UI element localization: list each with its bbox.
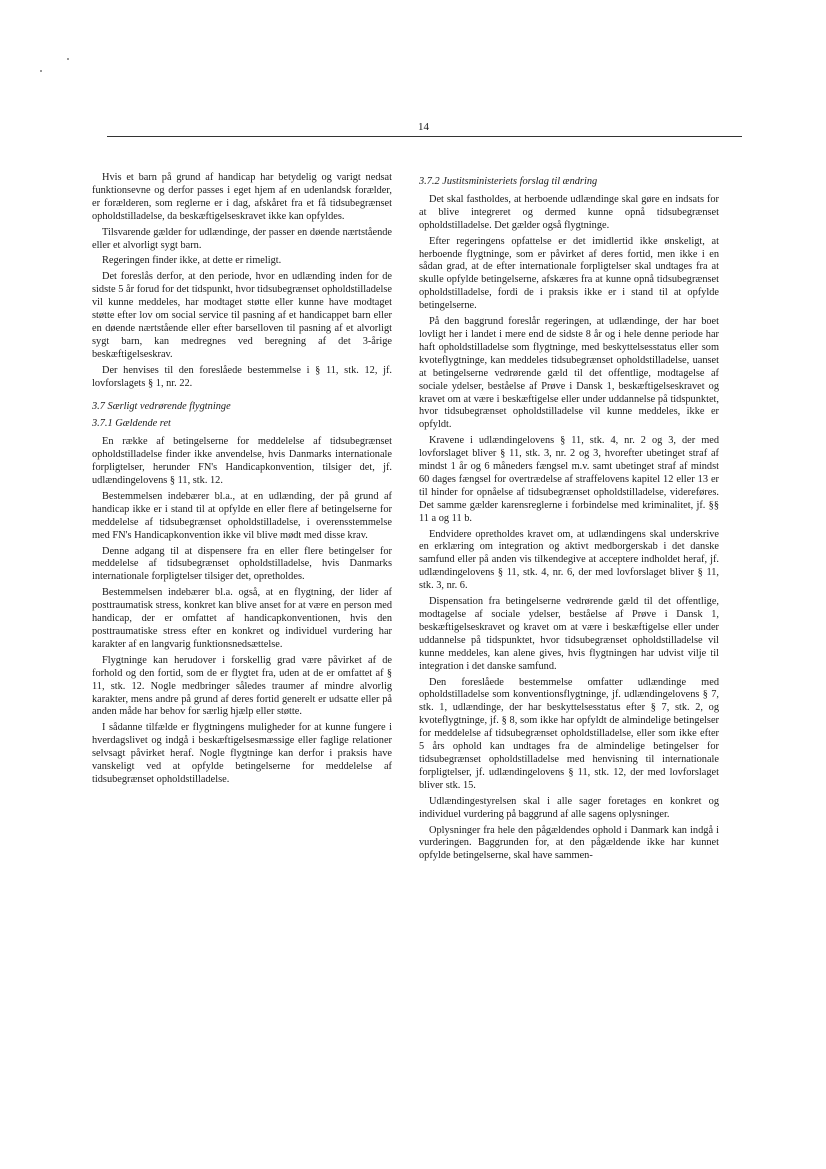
header-rule	[107, 136, 742, 137]
body-paragraph: Flygtninge kan herudover i forskellig grad være påvirket af de forhold og den fortid, som de er flygtet fra, uden at de er omfattet af § 11, stk. 12. Nogle medbringer således traumer af mindre alvorlig karakter, mens andre på grund af deres fortid generelt er udsatte eller på anden måde har behov for særlig hjælp eller støtte.	[92, 654, 392, 718]
right-column	[419, 176, 719, 866]
body-paragraph: Efter regeringens opfattelse er det imidlertid ikke ønskeligt, at herboende flygtninge, som er påvirket af deres fortid, men ikke i en sådan grad, at de efter internationale forpligtelser skal undtages fra at skulle opfylde betingelserne, afskæres fra at kunne opnå tidsubegrænset opholdstilladelse, fordi de i praksis ikke er i stand til at opfylde betingelserne.	[419, 235, 719, 312]
left-column	[92, 172, 392, 790]
body-paragraph: Denne adgang til at dispensere fra en eller flere betingelser for meddelelse af tidsubegrænset opholdstilladelse, hvis Danmarks internationale forpligtelser tilsiger det, opretholdes.	[92, 545, 392, 583]
body-paragraph: Kravene i udlændingelovens § 11, stk. 4, nr. 2 og 3, der med lovforslaget bliver § 11, stk. 3, nr. 2 og 3, hvorefter ubetinget straf af mindst 1 år og 6 måneders fængsel m.v. samt ubetinget straf af mindst 60 dages fængsel for overtrædelse af straffelovens kapitel 12 eller 13 er til hinder for opnåelse af tidsubegrænset opholdstilladelse, videreføres. Det samme gælder karensreglerne i forbindelse med kriminalitet, jf. §§ 11 a og 11 b.	[419, 435, 719, 524]
body-paragraph: Oplysninger fra hele den pågældendes ophold i Danmark kan indgå i vurderingen. Baggrunden for, at den pågældende ikke har kunnet opfylde betingelserne, skal have sammen-	[419, 824, 719, 862]
body-paragraph: I sådanne tilfælde er flygtningens muligheder for at kunne fungere i hverdagslivet og indgå i beskæftigelsesmæssige eller faglige relationer selvsagt påvirket heraf. Nogle flygtninge kan derfor i praksis have vanskeligt ved at opfylde betingelserne for meddelelse af tidsubegrænset opholdstilladelse.	[92, 722, 392, 785]
body-paragraph: Der henvises til den foreslåede bestemmelse i § 11, stk. 12, jf. lovforslagets § 1, nr. 22.	[92, 364, 392, 389]
scan-speck	[67, 58, 69, 60]
body-paragraph: Tilsvarende gælder for udlændinge, der passer en døende nærtstående eller et alvorligt sygt barn.	[92, 226, 392, 251]
section-heading: 3.7.1 Gældende ret	[92, 418, 171, 430]
body-paragraph: Bestemmelsen indebærer bl.a. også, at en flygtning, der lider af posttraumatisk stress, konkret kan blive anset for at være en person med handicap, der er omfattet af handicapkonventionen, hvis den posttraumatiske stress efter en konkret og individuel vurdering har karakter af en langvarig funktionsnedsættelse.	[92, 587, 392, 650]
body-paragraph: Endvidere opretholdes kravet om, at udlændingens skal underskrive en erklæring om integration og aktivt medborgerskab i det danske samfund eller på anden vis tilkendegive at acceptere indholdet heraf, jf. udlændingelovens § 11, stk. 4, nr. 6, der med lovforslaget bliver § 11, stk. 3, nr. 6.	[419, 528, 719, 592]
body-paragraph: Det skal fastholdes, at herboende udlændinge skal gøre en indsats for at blive integreret og dermed kunne opnå tidsubegrænset opholdstilladelse. Det gælder også flygtninge.	[419, 193, 719, 231]
section-heading: 3.7 Særligt vedrørende flygtninge	[92, 400, 231, 412]
body-paragraph: Dispensation fra betingelserne vedrørende gæld til det offentlige, modtagelse af sociale ydelser, beståelse af Prøve i Dansk 1, beskæftigelseskravet og kravet om at være i beskæftigelse eller under uddannelse på tidspunktet, hvor tidsubegrænset opholdstilladelse vil kunne meddeles, kan alene gives, hvis flygtningen har udvist vilje til integration i det danske samfund.	[419, 596, 719, 672]
body-paragraph: Regeringen finder ikke, at dette er rimeligt.	[102, 255, 282, 267]
body-paragraph: En række af betingelserne for meddelelse af tidsubegrænset opholdstilladelse finder ikke anvendelse, hvis Danmarks internationale forpligtelser, herunder FN's Handicapkonvention, tilsiger det, jf. udlændingelovens § 11, stk. 12.	[92, 436, 392, 487]
body-paragraph: Hvis et barn på grund af handicap har betydelig og varigt nedsat funktionsevne og derfor passes i eget hjem af en udenlandsk forælder, er forælderen, som reglerne er i dag, afskåret fra et få tidsubegrænset opholdstilladelse, da beskæftigelseskravet ikke kan opfyldes.	[92, 172, 392, 222]
body-paragraph: Udlændingestyrelsen skal i alle sager foretages en konkret og individuel vurdering på baggrund af alle sagens oplysninger.	[419, 795, 719, 820]
scan-speck	[40, 70, 42, 72]
body-paragraph: På den baggrund foreslår regeringen, at udlændinge, der har boet lovligt her i landet i mere end de sidste 8 år og i hele denne periode har haft opholdstilladelse som flygtninge, med beskyttelsesstatus eller som kvoteflygtninge, kan meddeles tidsubegrænset opholdstilladelse, uanset at betingelserne vedrørende gæld til det offentlige, modtagelse af sociale ydelser, beståelse af Prøve i Dansk 1, beskæftigelseskravet og kravet om at være i beskæftigelse eller under uddannelse på tidspunktet, hvor tidsubegrænset opholdstilladelse vil kunne meddeles, ikke er opfyldt.	[419, 316, 719, 431]
section-heading: 3.7.2 Justitsministeriets forslag til ændring	[419, 176, 598, 187]
page-number: 14	[418, 121, 429, 133]
body-paragraph: Den foreslåede bestemmelse omfatter udlændinge med opholdstilladelse som konventionsflygtninge, jf. udlændingelovens § 7, stk. 1, udlændinge, der har beskyttelsesstatus efter § 7, stk. 2, og kvoteflygtninge, jf. § 8, som ikke har opfyldt de almindelige betingelser for meddelelse af tidsubegrænset opholdstilladelse, eller som ikke efter 5 års ophold kan undtages fra de almindelige betingelser for tidsubegrænset opholdstilladelse med henvisning til internationale forpligtelser, jf. udlændingelovens § 11, stk. 12, der med lovforslaget bliver stk. 15.	[419, 676, 719, 791]
body-paragraph: Det foreslås derfor, at den periode, hvor en udlænding inden for de sidste 5 år forud for det tidspunkt, hvor tidsubegrænset opholdstilladelse vil kunne meddeles, har modtaget støtte eller kunne have modtaget støtte efter lov om social service til pasning af et handicappet barn eller en døende nærtstående eller efter barselloven til pasning af et alvorligt sygt barn, kan medregnes ved beregning af det 3-årige beskæftigelseskrav.	[92, 271, 392, 360]
body-paragraph: Bestemmelsen indebærer bl.a., at en udlænding, der på grund af handicap ikke er i stand til at opfylde en eller flere af betingelserne for meddelelse af tidsubegrænset opholdstilladelse, i overensstemmelse med FN's Handicapkonvention ikke vil blive mødt med disse krav.	[92, 490, 392, 541]
